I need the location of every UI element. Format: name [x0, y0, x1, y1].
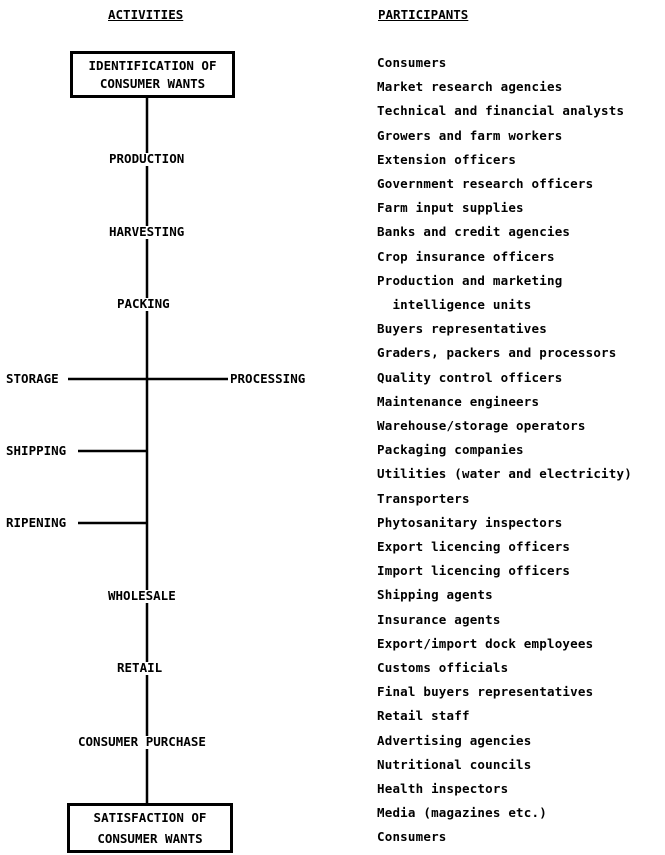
activity-harvesting: HARVESTING: [109, 224, 185, 239]
participants-header: PARTICIPANTS: [378, 7, 469, 22]
start-box-line-1: IDENTIFICATION OF: [88, 58, 217, 73]
participant-item: Maintenance engineers: [377, 393, 540, 409]
activity-wholesale: WHOLESALE: [108, 588, 176, 603]
participant-item: Phytosanitary inspectors: [377, 514, 563, 530]
participant-item: Quality control officers: [377, 369, 563, 385]
participant-item: intelligence units: [377, 297, 532, 312]
participant-item: Growers and farm workers: [377, 127, 563, 143]
participant-item: Government research officers: [377, 176, 594, 191]
start-box-line-2: CONSUMER WANTS: [99, 76, 206, 91]
activities-header: ACTIVITIES: [108, 7, 184, 22]
participant-item: Packaging companies: [377, 442, 524, 458]
participant-item: Customs officials: [377, 660, 509, 675]
activity-consumer-purchase: CONSUMER PURCHASE: [78, 734, 206, 749]
participant-item: Graders, packers and processors: [377, 345, 617, 361]
participant-item: Export licencing officers: [377, 539, 571, 554]
activity-shipping: SHIPPING: [6, 443, 67, 458]
participant-item: Shipping agents: [377, 587, 493, 603]
activity-storage: STORAGE: [6, 371, 59, 386]
activity-production: PRODUCTION: [109, 151, 185, 166]
participant-item: Warehouse/storage operators: [377, 418, 586, 433]
participant-item: Technical and financial analysts: [377, 103, 625, 119]
end-box-line-2: CONSUMER WANTS: [97, 831, 203, 846]
participant-item: Final buyers representatives: [377, 684, 594, 700]
participant-item: Import licencing officers: [377, 563, 571, 579]
participant-item: Banks and credit agencies: [377, 224, 571, 240]
participant-item: Crop insurance officers: [377, 248, 555, 264]
end-box-line-1: SATISFACTION OF: [93, 810, 207, 825]
participant-item: Buyers representatives: [377, 321, 547, 337]
activity-processing: PROCESSING: [230, 371, 306, 386]
participant-item: Transporters: [377, 490, 470, 506]
end-box: [67, 803, 233, 853]
participant-item: Advertising agencies: [377, 732, 532, 748]
participant-item: Media (magazines etc.): [377, 805, 547, 821]
participant-item: Consumers: [377, 829, 447, 845]
participant-item: Utilities (water and electricity): [377, 466, 632, 482]
participant-item: Nutritional councils: [377, 756, 532, 772]
activity-packing: PACKING: [117, 296, 170, 311]
participant-item: Health inspectors: [377, 781, 509, 796]
participant-item: Production and marketing: [377, 272, 563, 288]
start-box: [70, 51, 235, 98]
participant-item: Market research agencies: [377, 79, 563, 95]
participant-item: Retail staff: [377, 708, 470, 724]
participant-item: Export/import dock employees: [377, 635, 594, 651]
participant-item: Farm input supplies: [377, 200, 524, 216]
activity-retail: RETAIL: [117, 660, 163, 675]
participant-item: Insurance agents: [377, 611, 501, 627]
participant-item: Extension officers: [377, 151, 517, 167]
activity-ripening: RIPENING: [6, 515, 67, 530]
participant-item: Consumers: [377, 55, 447, 70]
